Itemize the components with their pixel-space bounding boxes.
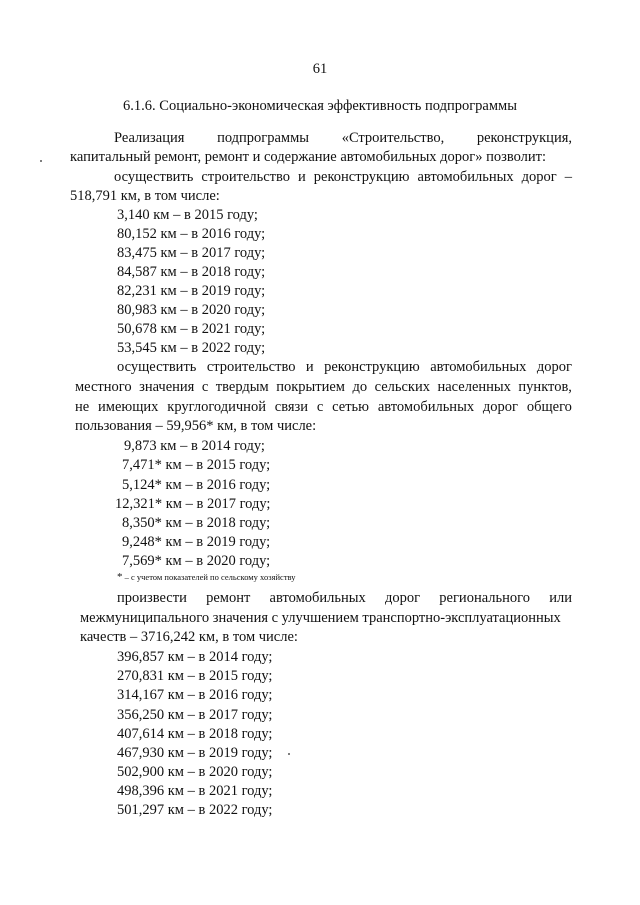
item1-year-row: 82,231 км – в 2019 году;: [117, 283, 266, 299]
word: автомобильных: [377, 399, 475, 415]
footnote: [117, 571, 296, 583]
word: произвести: [117, 590, 187, 606]
word: строительство: [201, 169, 291, 185]
item2-line-2: [75, 378, 572, 396]
word: регионального: [439, 590, 530, 606]
item3-year-row: 270,831 км – в 2015 году;: [117, 668, 273, 684]
item3-year-row: 356,250 км – в 2017 году;: [117, 707, 273, 723]
word: дорог: [482, 399, 518, 415]
footnote-text: – с учетом показателей по сельскому хозяйству: [122, 572, 296, 582]
word: с: [201, 379, 209, 395]
item1-year-row: 80,152 км – в 2016 году;: [117, 226, 266, 242]
word: Реализация: [114, 130, 185, 146]
word: или: [549, 590, 572, 606]
word: круглогодичной: [167, 399, 266, 415]
intro-line-2: капитальный ремонт, ремонт и содержание автомобильных дорог» позволит:: [70, 149, 547, 165]
item3-year-row: 396,857 км – в 2014 году;: [117, 649, 273, 665]
word: с: [316, 399, 324, 415]
item3-year-row: 314,167 км – в 2016 году;: [117, 687, 273, 703]
item1-line-2: 518,791 км, в том числе:: [70, 188, 220, 204]
intro-line-1: [114, 129, 572, 147]
word: дорог: [384, 590, 421, 606]
word: и: [305, 359, 314, 375]
word: автомобильных: [269, 590, 366, 606]
word: автомобильных: [430, 359, 527, 375]
scan-speck: [288, 753, 290, 755]
word: не: [75, 399, 90, 415]
item2-year-row: 7,471* км – в 2015 году;: [122, 457, 271, 473]
word: местного: [75, 379, 132, 395]
word: пунктов,: [518, 379, 572, 395]
word: автомобильных: [417, 169, 514, 185]
item1-year-row: 80,983 км – в 2020 году;: [117, 302, 266, 318]
item2-line-3: [75, 398, 572, 416]
section-heading: 6.1.6. Социально-экономическая эффективность подпрограммы: [123, 98, 517, 114]
item3-line-1: [117, 589, 572, 607]
word: ремонт: [206, 590, 251, 606]
page-number: 61: [312, 61, 328, 77]
footnote-mark: *: [117, 571, 123, 583]
word: подпрограммы: [217, 130, 310, 146]
word: реконструкция,: [476, 130, 572, 146]
word: –: [564, 169, 572, 185]
scan-speck: [40, 160, 42, 162]
word: связи: [274, 399, 309, 415]
word: реконструкцию: [313, 169, 410, 185]
item3-line-3: качеств – 3716,242 км, в том числе:: [80, 629, 298, 645]
word: реконструкцию: [324, 359, 420, 375]
item2-year-row: 8,350* км – в 2018 году;: [122, 515, 271, 531]
word: осуществить: [114, 169, 194, 185]
item3-year-row: 407,614 км – в 2018 году;: [117, 726, 273, 742]
item1-year-row: 50,678 км – в 2021 году;: [117, 321, 266, 337]
item3-year-row: 467,930 км – в 2019 году;: [117, 745, 273, 761]
word: до: [352, 379, 368, 395]
item1-year-row: 53,545 км – в 2022 году;: [117, 340, 266, 356]
word: общего: [526, 399, 572, 415]
item3-year-row: 501,297 км – в 2022 году;: [117, 802, 273, 818]
item3-line-2: межмуниципального значения с улучшением транспортно-эксплуатационных: [80, 610, 561, 626]
item2-year-row: 12,321* км – в 2017 году;: [115, 496, 271, 512]
word: покрытием: [276, 379, 345, 395]
item2-line-4: пользования – 59,956* км, в том числе:: [75, 418, 317, 434]
word: «Строительство,: [341, 130, 445, 146]
item1-year-row: 84,587 км – в 2018 году;: [117, 264, 266, 280]
word: и: [298, 169, 306, 185]
item2-year-row: 5,124* км – в 2016 году;: [122, 477, 271, 493]
item3-year-row: 502,900 км – в 2020 году;: [117, 764, 273, 780]
word: дорог: [521, 169, 557, 185]
word: строительство: [206, 359, 296, 375]
item2-line-1: [117, 358, 572, 376]
word: сельских: [374, 379, 430, 395]
item1-line-1: [114, 168, 572, 186]
item1-year-row: 3,140 км – в 2015 году;: [117, 207, 258, 223]
word: населенных: [437, 379, 511, 395]
item1-year-row: 83,475 км – в 2017 году;: [117, 245, 266, 261]
item2-year-row: 7,569* км – в 2020 году;: [122, 553, 271, 569]
word: осуществить: [117, 359, 197, 375]
word: твердым: [215, 379, 269, 395]
word: имеющих: [98, 399, 159, 415]
word: значения: [139, 379, 195, 395]
word: дорог: [536, 359, 572, 375]
item3-year-row: 498,396 км – в 2021 году;: [117, 783, 273, 799]
item2-year-row: 9,248* км – в 2019 году;: [122, 534, 271, 550]
word: сетью: [332, 399, 370, 415]
item2-year-row: 9,873 км – в 2014 году;: [124, 438, 265, 454]
